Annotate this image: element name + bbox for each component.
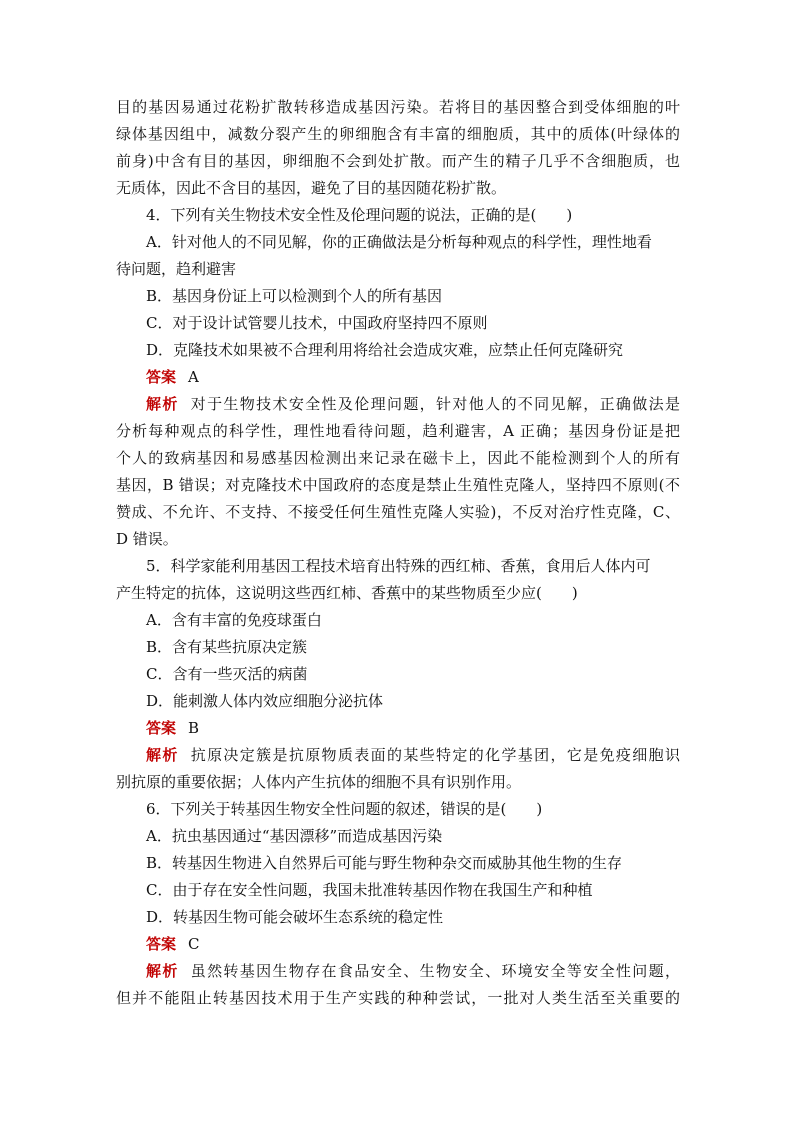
analysis-text: 抗原决定簇是抗原物质表面的某些特定的化学基团，它是免疫细胞识 [190, 746, 680, 764]
answer-value: A [188, 368, 199, 386]
answer-line [146, 934, 200, 954]
option-c: C．对于设计试管婴儿技术，中国政府坚持四不原则 [146, 314, 488, 332]
answer-value: B [188, 719, 200, 737]
option-d: D．转基因生物可能会破坏生态系统的稳定性 [146, 908, 444, 926]
text-line: 无质体，因此不含目的基因，避免了目的基因随花粉扩散。 [116, 179, 507, 197]
analysis-line: 分析每种观点的科学性，理性地看待问题，趋利避害，A 正确；基因身份证是把 [116, 422, 680, 440]
question-stem: 4．下列有关生物技术安全性及伦理问题的说法，正确的是( ) [146, 206, 573, 224]
analysis-line: 别抗原的重要依据；人体内产生抗体的细胞不具有识别作用。 [116, 773, 522, 791]
analysis-label: 解析 [146, 962, 179, 980]
question-stem: 5．科学家能利用基因工程技术培育出特殊的西红柿、香蕉，食用后人体内可 [146, 557, 651, 575]
option-b: B．含有某些抗原决定簇 [146, 638, 308, 656]
answer-value: C [188, 935, 200, 953]
option-d: D．能刺激人体内效应细胞分泌抗体 [146, 692, 384, 710]
answer-line [146, 718, 199, 738]
question-stem-continued: 产生特定的抗体，这说明这些西红柿、香蕉中的某些物质至少应( ) [116, 584, 578, 602]
analysis-line [146, 961, 680, 981]
answer-label: 答案 [146, 719, 177, 737]
text-line: 前身)中含有目的基因，卵细胞不会到处扩散。而产生的精子几乎不含细胞质，也 [116, 152, 680, 170]
answer-label: 答案 [146, 935, 177, 953]
option-c: C．由于存在安全性问题，我国未批准转基因作物在我国生产和种植 [146, 881, 593, 899]
analysis-line [146, 394, 680, 414]
option-b: B．基因身份证上可以检测到个人的所有基因 [146, 287, 443, 305]
answer-label: 答案 [146, 368, 177, 386]
answer-line [146, 367, 199, 387]
option-c: C．含有一些灭活的病菌 [146, 665, 308, 683]
analysis-line: 但并不能阻止转基因技术用于生产实践的种种尝试，一批对人类生活至关重要的 [116, 989, 680, 1007]
analysis-label: 解析 [146, 746, 179, 764]
analysis-line: 个人的致病基因和易感基因检测出来记录在磁卡上，因此不能检测到个人的所有 [116, 449, 680, 467]
option-a: A．含有丰富的免疫球蛋白 [146, 611, 322, 629]
analysis-line: D 错误。 [116, 530, 178, 548]
analysis-text: 虽然转基因生物存在食品安全、生物安全、环境安全等安全性问题， [190, 962, 680, 980]
analysis-line: 基因，B 错误；对克隆技术中国政府的态度是禁止生殖性克隆人，坚持四不原则(不 [116, 476, 680, 494]
option-a-continued: 待问题，趋利避害 [116, 260, 237, 278]
option-a: A．针对他人的不同见解，你的正确做法是分析每种观点的科学性，理性地看 [146, 233, 652, 251]
analysis-label: 解析 [146, 395, 179, 413]
text-line: 目的基因易通过花粉扩散转移造成基因污染。若将目的基因整合到受体细胞的叶 [116, 98, 680, 116]
question-stem: 6．下列关于转基因生物安全性问题的叙述，错误的是( ) [146, 800, 543, 818]
analysis-line: 赞成、不允许、不支持、不接受任何生殖性克隆人实验)，不反对治疗性克隆，C、 [116, 503, 680, 521]
option-a: A．抗虫基因通过“基因漂移”而造成基因污染 [146, 827, 443, 845]
option-b: B．转基因生物进入自然界后可能与野生物种杂交而威胁其他生物的生存 [146, 854, 623, 872]
option-d: D．克隆技术如果被不合理利用将给社会造成灾难，应禁止任何克隆研究 [146, 341, 624, 359]
text-line: 绿体基因组中，减数分裂产生的卵细胞含有丰富的细胞质，其中的质体(叶绿体的 [116, 125, 680, 143]
analysis-text: 对于生物技术安全性及伦理问题，针对他人的不同见解，正确做法是 [190, 395, 680, 413]
analysis-line [146, 745, 680, 765]
